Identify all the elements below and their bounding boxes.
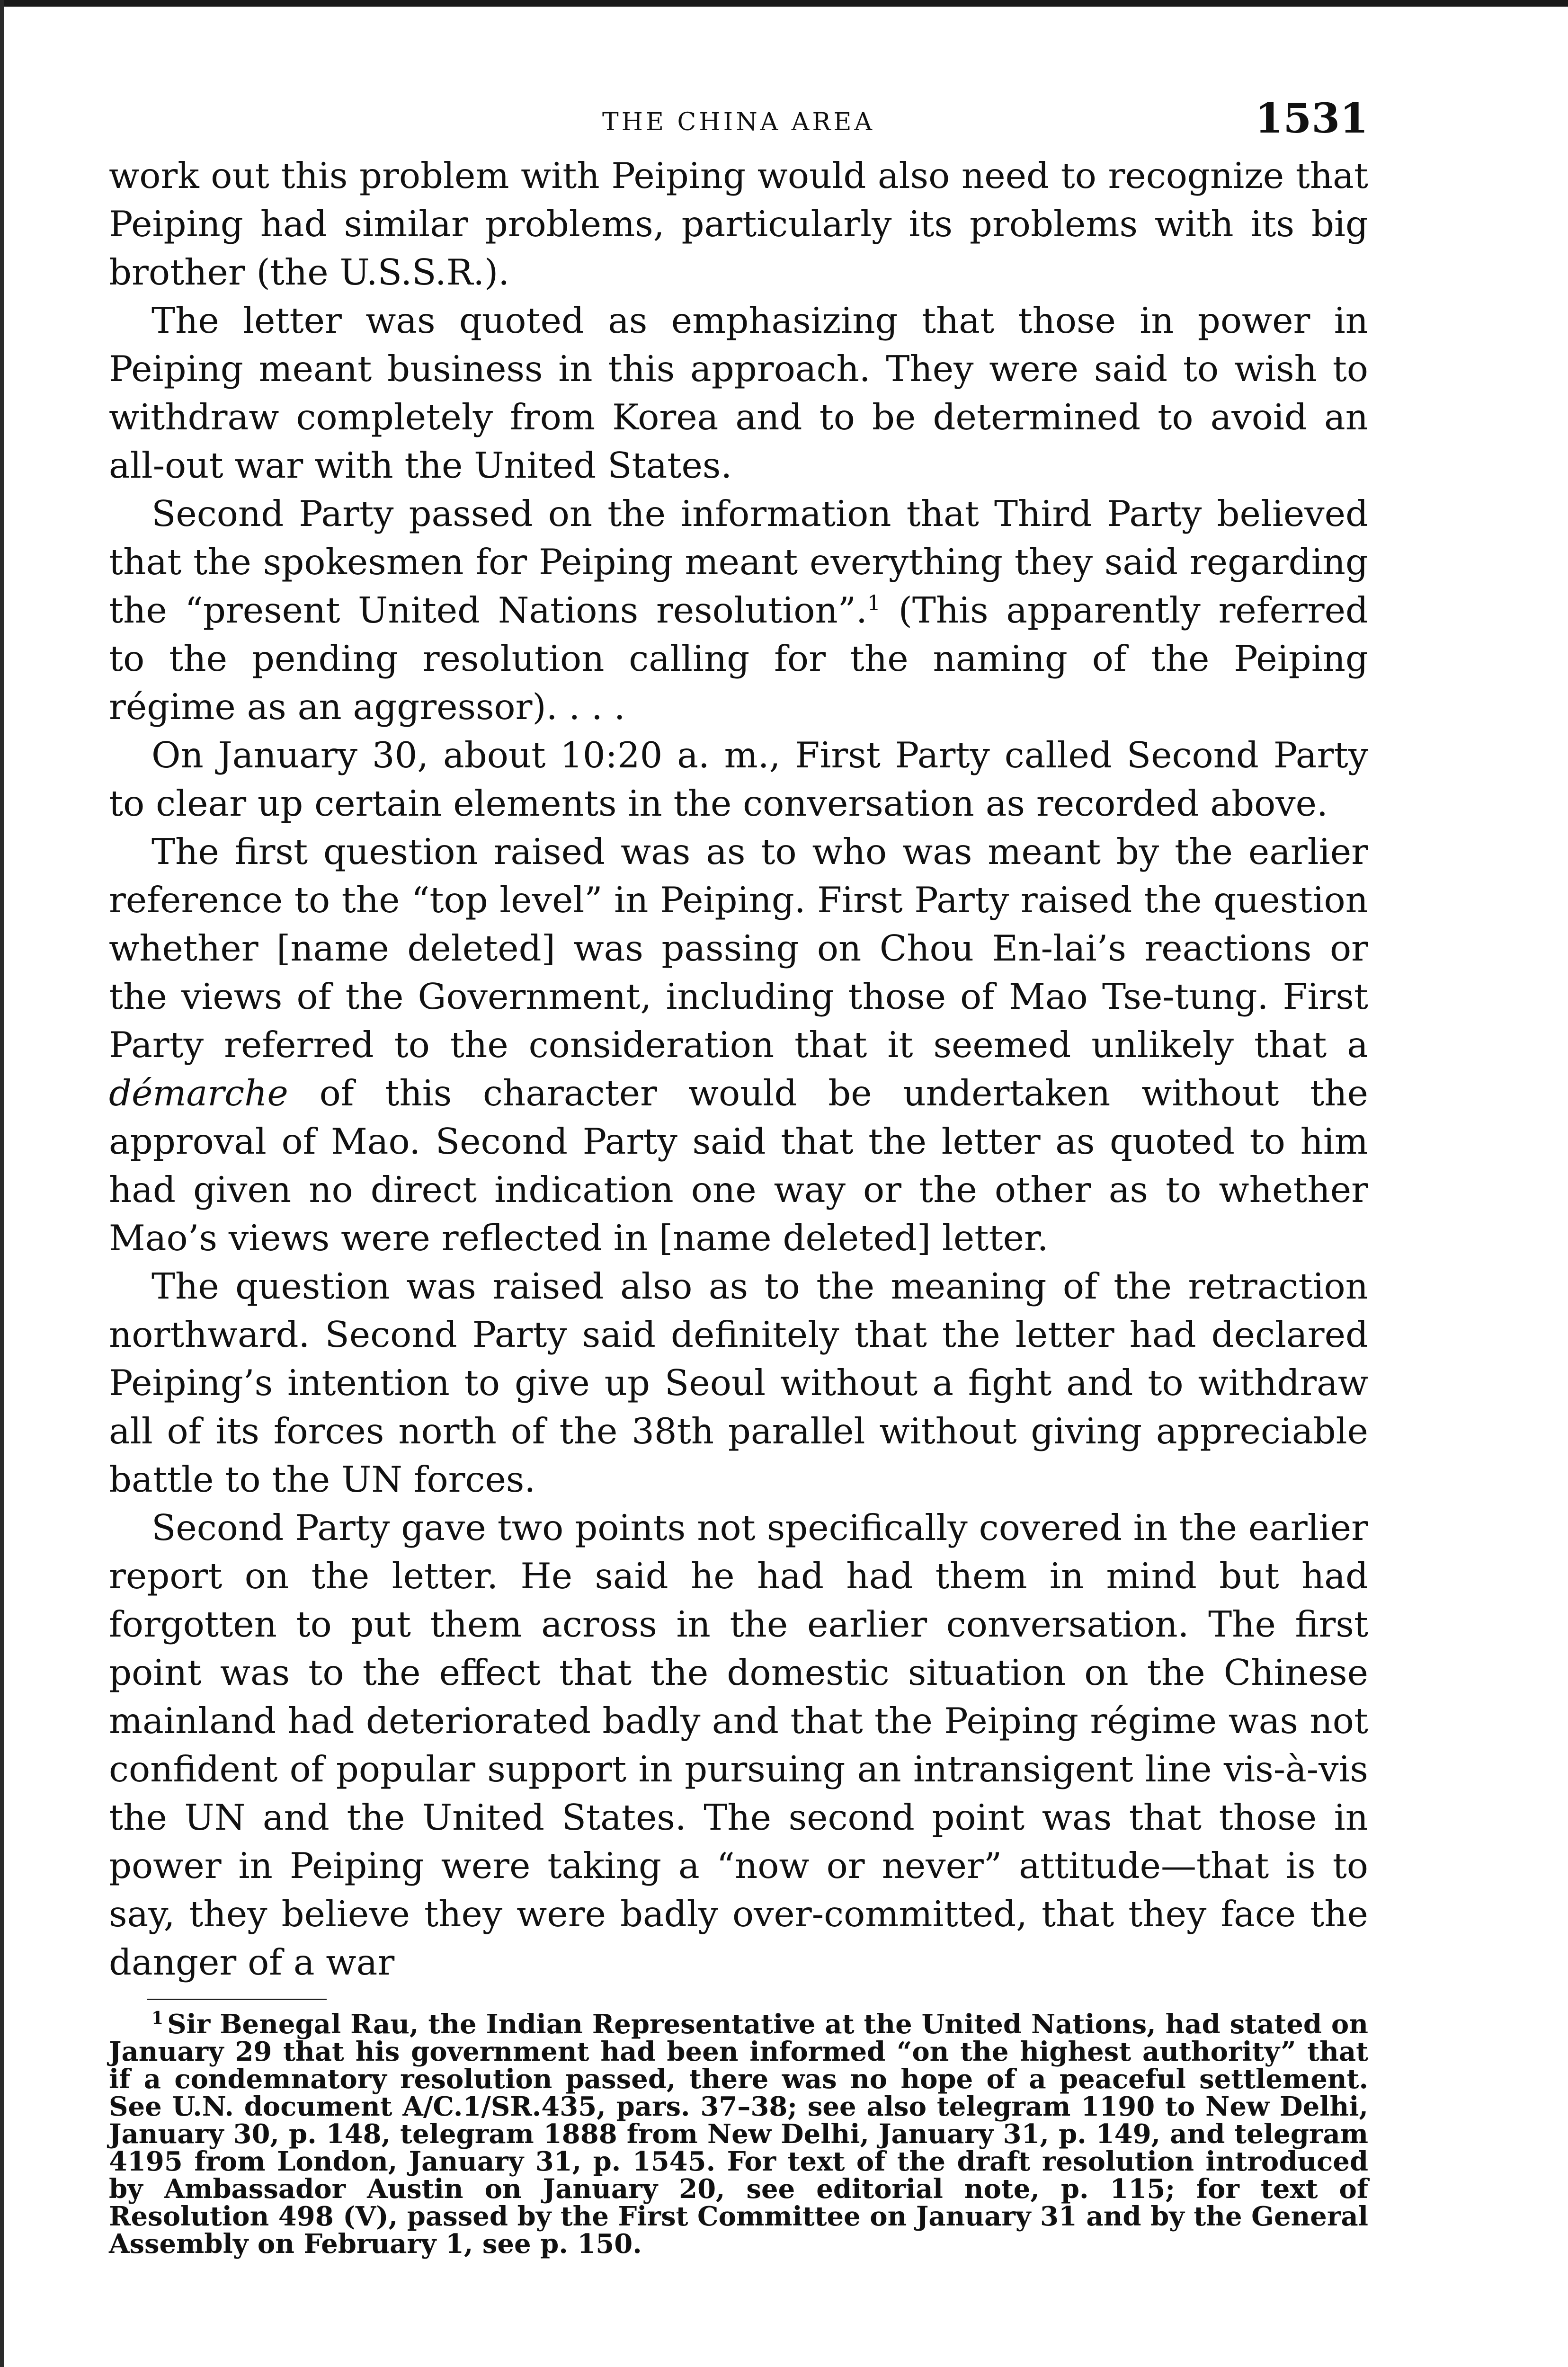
paragraph-first-question-text-a: The first question raised was as to who was meant by the earlier reference to the “top level” in Peiping. First Party raised the question whether [name deleted] was passing on Chou En-lai’s reactions or the views of the Government, including those of Mao Tse-tung. First Party referred to the consideration that it seemed unlikely that a: [109, 831, 1368, 1066]
footnote-text: Sir Benegal Rau, the Indian Representative at the United Nations, had stated on January 29 that his government had been informed “on the highest authority” that if a condemnatory resolution passed, there was no hope of a peaceful settlement. See U.N. document A/C.1/SR.435, pars. 37–38; see also telegram 1190 to New Delhi, January 30, p. 148, telegram 1888 from New Delhi, January 31, p. 149, and telegram 4195 from London, January 31, p. 1545. For text of the draft resolution introduced by Ambassador Austin on January 20, see editorial note, p. 115; for text of Resolution 498 (V), passed by the First Committee on January 31 and by the General Assembly on February 1, see p. 150.: [109, 2009, 1368, 2260]
footnote-reference: 1: [867, 591, 881, 615]
paragraph-two-points: Second Party gave two points not specifically covered in the earlier report on the letter. He said he had had them in mind but had forgotten to put them across in the earlier conversation. The first point was to the effect that the domestic situation on the Chinese mainland had deteriorated badly and that the Peiping régime was not confident of popular support in pursuing an intransigent line vis-à-vis the UN and the United States. The second point was that those in power in Peiping were taking a “now or never” attitude—that is to say, they believe they were badly over-committed, that they face the danger of a war: [109, 1507, 1368, 1983]
paragraph-third-party-text-a: Second Party passed on the information that Third Party believed that the spokesmen for Peiping meant everything they said regarding the “present United Nations resolution”.: [109, 493, 1368, 631]
paragraph-letter-quoted: The letter was quoted as emphasizing that those in power in Peiping meant business in this approach. They were said to wish to withdraw completely from Korea and to be determined to avoid an all-out war with the United States.: [109, 300, 1368, 486]
paragraph-retraction: The question was raised also as to the meaning of the retraction northward. Second Party said definitely that the letter had declared Peiping’s intention to give up Seoul without a fight and to withdraw all of its forces north of the 38th parallel without giving appreciable battle to the UN forces.: [109, 1265, 1368, 1500]
scan-edge-top: [0, 0, 1568, 7]
footnote: [109, 2008, 1368, 2260]
document-page: [109, 95, 1368, 2258]
paragraph-first-question: [109, 828, 1368, 1262]
body-text: [109, 151, 1368, 1986]
running-title: THE CHINA AREA: [602, 108, 875, 136]
paragraph-continuation: work out this problem with Peiping would also need to recognize that Peiping had similar problems, particularly its problems with its big brother (the U.S.S.R.).: [109, 155, 1368, 293]
footnote-mark: 1: [151, 2008, 164, 2029]
paragraph-third-party-text-b: (This apparently referred to the pending resolution calling for the naming of the Peiping régime as an aggressor). . . .: [109, 589, 1368, 728]
paragraph-first-question-text-b: of this character would be undertaken without the approval of Mao. Second Party said that the letter as quoted to him had given no direct indication one way or the other as to whether Mao’s views were reflected in [name deleted] letter.: [109, 1072, 1368, 1259]
paragraph-third-party: [109, 489, 1368, 731]
running-head: [109, 95, 1368, 151]
page-number: 1531: [1255, 95, 1368, 142]
footnote-divider: [147, 1999, 327, 2000]
paragraph-january-30: On January 30, about 10:20 a. m., First Party called Second Party to clear up certain elements in the conversation as recorded above.: [109, 734, 1368, 824]
italic-demarche: démarche: [109, 1072, 288, 1114]
scan-edge-left: [0, 0, 4, 2367]
